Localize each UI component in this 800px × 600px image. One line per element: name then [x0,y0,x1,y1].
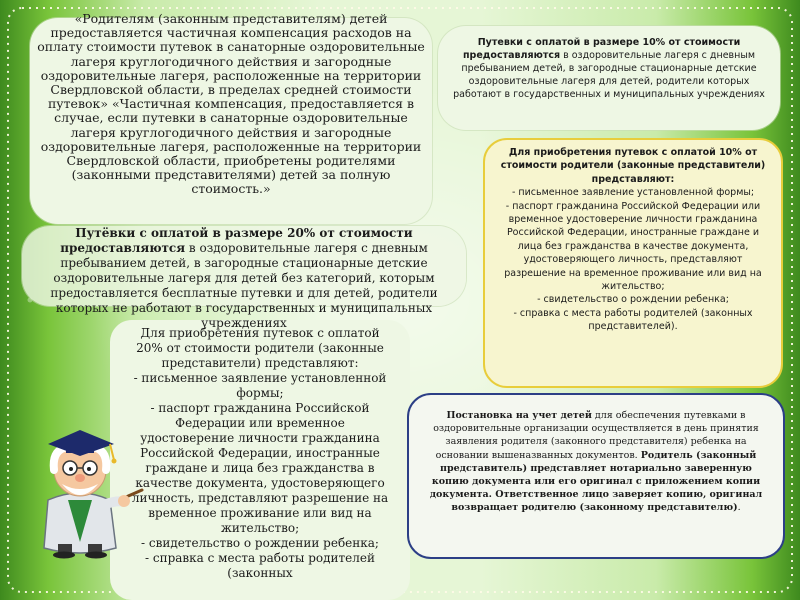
compensation-text: «Родителям (законным представителям) детей предоставляется частичная компенсация расходов на оплату стоимости путевок в санаторные оздоровительные лагеря круглогодичного действия и загородные оздоровительные лагеря, расположенные на территории Свердловской области, в пределах средней стоимости путевок» «Частичная компенсация, предоставляется в случае, если путевки в санаторные оздоровительные лагеря круглогодичного действия и загородные оздоровительные лагеря, расположенные на территории Свердловской области, приобретены родителями (законными представителями) детей за полную стоимость.» [37,11,425,197]
list-item: - справка с места работы родителей (законных [145,551,375,580]
list-item: - письменное заявление установленной формы; [133,371,387,400]
twenty-percent-text: в оздоровительные лагеря с дневным пребыванием детей, в загородные стационарные детские оздоровительные лагеря для детей без категорий, которым предоставляется бесплатные путевки и для детей, родители которых не работают в государственных и муниципальных учреждениях [50,241,438,330]
teacher-mascot-icon [18,408,144,558]
twenty-percent-documents-title: Для приобретения путевок с оплатой 20% от стоимости родители (законные представители) представляют: [136,326,384,370]
registration-info-panel [407,393,785,559]
ten-percent-heading: Путевки с оплатой в размере 10% от стоимости предоставляются [462,37,741,61]
twenty-percent-heading: Путёвки с оплатой в размере 20% от стоимости предоставляются [60,226,413,255]
twenty-percent-documents-panel [110,320,410,600]
list-item: - паспорт гражданина Российской Федерации или временное удостоверение личности гражданина Российской Федерации, иностранные граждане и лица без гражданства в качестве документа, удостоверяющего личность, представляют разрешение на временное проживание или вид на жительство; [131,401,389,535]
registration-note: Родитель (законный представитель) представляет нотариально заверенную копию документа или его оригинал с приложением копии документа. Ответственное лицо заверяет копию, оригинал возвращает родителю (законному представителю) [429,449,763,514]
list-item: - свидетельство о рождении ребенка; [141,536,379,550]
twenty-percent-info-panel [22,226,466,330]
list-item: - свидетельство о рождении ребенка; [537,294,729,306]
compensation-info-panel [30,11,432,224]
registration-end: . [737,502,741,514]
ten-percent-text: в оздоровительные лагеря с дневным пребыванием детей, в загородные стационарные детские оздоровительные лагеря для детей, родители которых работают в государственных и муниципальных учреждениях [453,50,765,100]
list-item: - справка с места работы родителей (законных представителей). [513,307,753,333]
list-item: - паспорт гражданина Российской Федерации или временное удостоверение личности гражданина Российской Федерации, иностранные граждане и лица без гражданства в качестве документа, удостоверяющего личность, представляют разрешение на временное проживание или вид на жительство; [504,200,762,293]
registration-heading: Постановка на учет детей [446,410,592,421]
list-item: - письменное заявление установленной формы; [511,187,755,199]
registration-text: для обеспечения путевками в оздоровительные организации осуществляется в день принятия заявления родителя (законного представителя) ребенка на основании вышеназванных документов. [433,410,759,461]
ten-percent-info-panel [438,26,780,130]
ten-percent-documents-title: Для приобретения путевок с оплатой 10% от стоимости родители (законные представители) представляют: [500,147,766,185]
ten-percent-documents-panel [483,138,783,388]
